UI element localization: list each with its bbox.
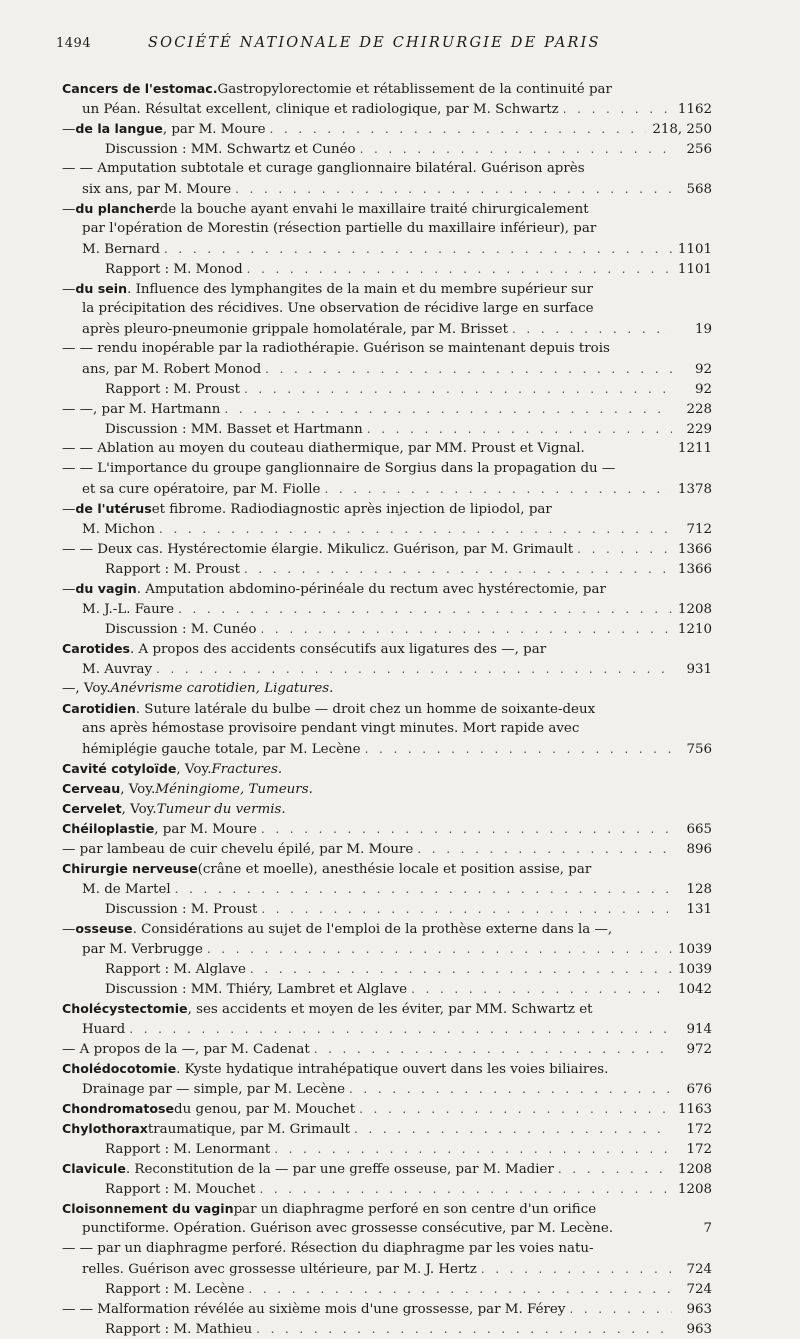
- entry-keyword: Cervelet: [62, 801, 122, 816]
- index-line: [62, 839, 712, 859]
- entry-text: par l'opération de Morestin (résection partielle du maxillaire inférieur), par: [82, 221, 597, 236]
- index-line: [62, 579, 712, 599]
- index-line: [62, 1119, 712, 1139]
- index-line: [62, 699, 712, 719]
- index-line: [62, 899, 712, 919]
- entry-text: . A propos des accidents consécutifs aux ligatures des —, par: [130, 642, 547, 657]
- entry-text: M. Auvray: [82, 662, 153, 677]
- dot-leader: [260, 619, 671, 639]
- entry-text: Huard: [82, 1022, 126, 1037]
- dot-leader: [417, 839, 672, 859]
- dot-leader: [164, 239, 672, 259]
- dot-leader: [324, 479, 671, 499]
- page-reference: 1042: [677, 982, 712, 997]
- page-reference: 963: [686, 1322, 712, 1337]
- entry-text: M. Michon: [82, 522, 156, 537]
- dot-leader: [359, 1099, 672, 1119]
- entry-text: Discussion : MM. Basset et Hartmann: [105, 422, 363, 437]
- index-line: [62, 159, 712, 179]
- dot-leader: [244, 379, 672, 399]
- page-reference: 1208: [677, 602, 712, 617]
- page-reference: 568: [686, 182, 712, 197]
- index-line: [62, 479, 712, 499]
- entry-text: — — Malformation révélée au sixième mois d'une grossesse, par M. Férey: [62, 1302, 566, 1317]
- page-reference: 19: [694, 322, 712, 337]
- entry-text: Rapport : M. Proust: [105, 382, 240, 397]
- entry-text: un Péan. Résultat excellent, clinique et radiologique, par M. Schwartz: [82, 102, 559, 117]
- index-line: [62, 659, 712, 679]
- entry-keyword: Cancers de l'estomac.: [62, 81, 218, 96]
- entry-text: — —, par M. Hartmann: [62, 402, 221, 417]
- entry-keyword: Cholédocotomie: [62, 1061, 177, 1076]
- page-reference: 724: [686, 1262, 712, 1277]
- index-line: [62, 719, 712, 739]
- dot-leader: [178, 599, 672, 619]
- entry-text: Rapport : M. Mathieu: [105, 1322, 253, 1337]
- index-line: [62, 299, 712, 319]
- index-line: [62, 239, 712, 259]
- index-line: [62, 1239, 712, 1259]
- index-line: [62, 619, 712, 639]
- entry-text: (crâne et moelle), anesthésie locale et position assise, par: [197, 862, 592, 877]
- entry-text: après pleuro-pneumonie grippale homolatérale, par M. Brisset: [82, 322, 508, 337]
- entry-text: . Influence des lymphangites de la main et du membre supérieur sur: [127, 282, 593, 297]
- entry-text: . Kyste hydatique intrahépatique ouvert dans les voies biliaires.: [176, 1062, 609, 1077]
- index-line: [62, 1079, 712, 1099]
- entry-keyword: Clavicule: [62, 1161, 126, 1176]
- entry-text: M. J.-L. Faure: [82, 602, 175, 617]
- entry-text: , par M. Moure: [154, 822, 257, 837]
- index-line: [62, 439, 712, 459]
- page-reference: 1163: [677, 1102, 712, 1117]
- page-reference: 256: [686, 142, 712, 157]
- index-line: [62, 1019, 712, 1039]
- entry-keyword: de l'utérus: [75, 501, 152, 516]
- page-reference: 1366: [677, 542, 712, 557]
- entry-crossref: Fractures.: [211, 762, 283, 777]
- index-line: [62, 1199, 712, 1219]
- index-line: [62, 1139, 712, 1159]
- entry-text: Discussion : MM. Thiéry, Lambret et Alglave: [105, 982, 408, 997]
- dot-leader: [244, 559, 672, 579]
- entry-keyword: Chondromatose: [62, 1101, 175, 1116]
- entry-text: —: [62, 922, 76, 937]
- index-line: [62, 79, 712, 99]
- index-line: [62, 279, 712, 299]
- index-line: [62, 499, 712, 519]
- entry-keyword: Chirurgie nerveuse: [62, 861, 198, 876]
- entry-text: Discussion : M. Cunéo: [105, 622, 257, 637]
- index-line: [62, 1319, 712, 1339]
- entry-crossref: Méningiome, Tumeurs.: [155, 782, 313, 797]
- page-reference: 963: [686, 1302, 712, 1317]
- page-reference: 92: [694, 362, 712, 377]
- index-entries: [62, 79, 712, 1339]
- index-line: [62, 1159, 712, 1179]
- dot-leader: [256, 1319, 672, 1339]
- entry-text: par M. Verbrugge: [82, 942, 203, 957]
- page-reference: 724: [686, 1282, 712, 1297]
- entry-keyword: du plancher: [75, 201, 160, 216]
- dot-leader: [349, 1079, 672, 1099]
- entry-text: — A propos de la —, par M. Cadenat: [62, 1042, 310, 1057]
- entry-text: — — Amputation subtotale et curage ganglionnaire bilatéral. Guérison après: [62, 161, 585, 176]
- index-line: [62, 359, 712, 379]
- entry-text: —: [62, 202, 76, 217]
- dot-leader: [314, 1039, 672, 1059]
- page-reference: 1039: [677, 962, 712, 977]
- page-reference: 131: [686, 902, 712, 917]
- entry-text: et fibrome. Radiodiagnostic après injection de lipiodol, par: [151, 502, 552, 517]
- entry-text: la précipitation des récidives. Une observation de récidive large en surface: [82, 301, 594, 316]
- entry-text: Rapport : M. Lenormant: [105, 1142, 271, 1157]
- index-line: [62, 1259, 712, 1279]
- index-line: [62, 679, 712, 699]
- dot-leader: [247, 259, 672, 279]
- dot-leader: [577, 539, 672, 559]
- page-reference: 1162: [677, 102, 712, 117]
- index-line: [62, 599, 712, 619]
- entry-text: Rapport : M. Mouchet: [105, 1182, 256, 1197]
- dot-leader: [270, 119, 647, 139]
- index-line: [62, 999, 712, 1019]
- dot-leader: [259, 1179, 671, 1199]
- entry-text: par un diaphragme perforé en son centre d'un orifice: [233, 1202, 597, 1217]
- entry-text: Rapport : M. Lecène: [105, 1282, 245, 1297]
- index-line: [62, 879, 712, 899]
- index-line: [62, 539, 712, 559]
- entry-text: Discussion : MM. Schwartz et Cunéo: [105, 142, 356, 157]
- index-line: [62, 219, 712, 239]
- index-line: [62, 339, 712, 359]
- dot-leader: [129, 1019, 672, 1039]
- index-line: [62, 259, 712, 279]
- index-line: [62, 819, 712, 839]
- dot-leader: [411, 979, 672, 999]
- dot-leader: [248, 1279, 672, 1299]
- index-line: [62, 119, 712, 139]
- dot-leader: [235, 179, 672, 199]
- entry-text: , ses accidents et moyen de les éviter, par MM. Schwartz et: [187, 1002, 593, 1017]
- entry-text: M. de Martel: [82, 882, 171, 897]
- entry-text: Rapport : M. Monod: [105, 262, 243, 277]
- index-line: [62, 639, 712, 659]
- entry-text: et sa cure opératoire, par M. Fiolle: [82, 482, 321, 497]
- page-reference: 1210: [677, 622, 712, 637]
- entry-text: — — L'importance du groupe ganglionnaire de Sorgius dans la propagation du —: [62, 461, 616, 476]
- entry-text: relles. Guérison avec grossesse ultérieure, par M. J. Hertz: [82, 1262, 477, 1277]
- entry-text: — — Deux cas. Hystérectomie élargie. Mikulicz. Guérison, par M. Grimault: [62, 542, 574, 557]
- entry-text: , Voy.: [176, 762, 212, 777]
- page-number: 1494: [56, 36, 92, 51]
- dot-leader: [261, 819, 672, 839]
- entry-text: de la bouche ayant envahi le maxillaire traité chirurgicalement: [159, 202, 589, 217]
- page-reference: 228: [686, 402, 712, 417]
- entry-text: , Voy.: [121, 802, 157, 817]
- index-line: [62, 759, 712, 779]
- page-reference: 1211: [677, 441, 712, 456]
- entry-text: Gastropylorectomie et rétablissement de la continuité par: [217, 82, 612, 97]
- page-reference: 172: [686, 1122, 712, 1137]
- index-line: [62, 559, 712, 579]
- entry-text: . Suture latérale du bulbe — droit chez un homme de soixante-deux: [135, 702, 596, 717]
- entry-keyword: du sein: [75, 281, 128, 296]
- entry-keyword: Cerveau: [62, 781, 121, 796]
- index-line: [62, 939, 712, 959]
- entry-text: M. Bernard: [82, 242, 160, 257]
- dot-leader: [481, 1259, 672, 1279]
- index-line: [62, 1179, 712, 1199]
- index-line: [62, 799, 712, 819]
- dot-leader: [224, 399, 672, 419]
- entry-text: Drainage par — simple, par M. Lecène: [82, 1082, 345, 1097]
- entry-text: du genou, par M. Mouchet: [174, 1102, 356, 1117]
- dot-leader: [159, 519, 672, 539]
- index-line: [62, 1279, 712, 1299]
- entry-keyword: Chéiloplastie: [62, 821, 155, 836]
- dot-leader: [365, 739, 672, 759]
- entry-text: six ans, par M. Moure: [82, 182, 232, 197]
- entry-text: Rapport : M. Proust: [105, 562, 240, 577]
- dot-leader: [354, 1119, 672, 1139]
- page-reference: 1366: [677, 562, 712, 577]
- dot-leader: [207, 939, 672, 959]
- entry-text: — — rendu inopérable par la radiothérapie. Guérison se maintenant depuis trois: [62, 341, 610, 356]
- entry-text: —: [62, 122, 76, 137]
- index-line: [62, 1059, 712, 1079]
- entry-keyword: osseuse: [75, 921, 133, 936]
- page-reference: 931: [686, 662, 712, 677]
- entry-text: —: [62, 502, 76, 517]
- page-reference: 896: [686, 842, 712, 857]
- index-line: [62, 959, 712, 979]
- entry-keyword: Carotidien: [62, 701, 136, 716]
- dot-leader: [156, 659, 672, 679]
- page-reference: 972: [686, 1042, 712, 1057]
- index-line: [62, 739, 712, 759]
- page-reference: 712: [686, 522, 712, 537]
- dot-leader: [367, 419, 672, 439]
- dot-leader: [558, 1159, 672, 1179]
- entry-text: hémiplégie gauche totale, par M. Lecène: [82, 742, 361, 757]
- dot-leader: [569, 1299, 672, 1319]
- index-line: [62, 779, 712, 799]
- page-reference: 229: [686, 422, 712, 437]
- entry-text: —: [62, 282, 76, 297]
- dot-leader: [360, 139, 672, 159]
- dot-leader: [512, 319, 672, 339]
- entry-keyword: de la langue: [75, 121, 163, 136]
- page-reference: 172: [686, 1142, 712, 1157]
- dot-leader: [261, 899, 672, 919]
- dot-leader: [250, 959, 672, 979]
- entry-crossref: Anévrisme carotidien, Ligatures.: [110, 681, 334, 696]
- entry-keyword: du vagin: [75, 581, 137, 596]
- index-line: [62, 919, 712, 939]
- index-line: [62, 459, 712, 479]
- entry-text: — — par un diaphragme perforé. Résection du diaphragme par les voies natu-: [62, 1241, 594, 1256]
- index-line: [62, 379, 712, 399]
- entry-text: traumatique, par M. Grimault: [147, 1122, 351, 1137]
- page-reference: 1208: [677, 1182, 712, 1197]
- page-reference: 1101: [677, 242, 712, 257]
- index-line: [62, 979, 712, 999]
- entry-keyword: Carotides: [62, 641, 130, 656]
- page-reference: 756: [686, 742, 712, 757]
- page-reference: 676: [686, 1082, 712, 1097]
- index-line: [62, 199, 712, 219]
- page-header: [56, 36, 716, 58]
- running-title: SOCIÉTÉ NATIONALE DE CHIRURGIE DE PARIS: [148, 35, 601, 51]
- index-line: [62, 1039, 712, 1059]
- entry-text: —: [62, 582, 76, 597]
- entry-text: . Amputation abdomino-périnéale du rectum avec hystérectomie, par: [136, 582, 606, 597]
- entry-crossref: Tumeur du vermis.: [156, 802, 286, 817]
- index-line: [62, 1219, 712, 1239]
- dot-leader: [175, 879, 672, 899]
- dot-leader: [265, 359, 672, 379]
- index-line: [62, 419, 712, 439]
- entry-keyword: Cavité cotyloïde: [62, 761, 177, 776]
- entry-text: Rapport : M. Alglave: [105, 962, 246, 977]
- page-reference: 7: [703, 1221, 712, 1236]
- dot-leader: [563, 99, 672, 119]
- page-reference: 1378: [677, 482, 712, 497]
- page-reference: 92: [694, 382, 712, 397]
- index-line: [62, 399, 712, 419]
- entry-text: , par M. Moure: [162, 122, 266, 137]
- index-line: [62, 319, 712, 339]
- entry-keyword: Chylothorax: [62, 1121, 148, 1136]
- index-line: [62, 859, 712, 879]
- entry-text: . Reconstitution de la — par une greffe osseuse, par M. Madier: [125, 1162, 554, 1177]
- entry-text: Discussion : M. Proust: [105, 902, 258, 917]
- page-reference: 128: [686, 882, 712, 897]
- entry-text: ans, par M. Robert Monod: [82, 362, 262, 377]
- entry-keyword: Cholécystectomie: [62, 1001, 188, 1016]
- entry-text: — — Ablation au moyen du couteau diathermique, par MM. Proust et Vignal.: [62, 441, 585, 456]
- page-reference: 914: [686, 1022, 712, 1037]
- entry-text: —, Voy.: [62, 681, 111, 696]
- entry-keyword: Cloisonnement du vagin: [62, 1201, 234, 1216]
- index-line: [62, 1099, 712, 1119]
- entry-text: , Voy.: [120, 782, 156, 797]
- index-line: [62, 519, 712, 539]
- entry-text: ans après hémostase provisoire pendant vingt minutes. Mort rapide avec: [82, 721, 580, 736]
- page-reference: 665: [686, 822, 712, 837]
- page-reference: 218, 250: [652, 122, 712, 137]
- index-line: [62, 139, 712, 159]
- page-reference: 1039: [677, 942, 712, 957]
- entry-text: — par lambeau de cuir chevelu épilé, par M. Moure: [62, 842, 414, 857]
- dot-leader: [274, 1139, 672, 1159]
- entry-text: punctiforme. Opération. Guérison avec grossesse consécutive, par M. Lecène.: [82, 1221, 614, 1236]
- entry-text: . Considérations au sujet de l'emploi de la prothèse externe dans la —,: [132, 922, 613, 937]
- index-line: [62, 1299, 712, 1319]
- page-reference: 1101: [677, 262, 712, 277]
- page-reference: 1208: [677, 1162, 712, 1177]
- index-line: [62, 99, 712, 119]
- index-line: [62, 179, 712, 199]
